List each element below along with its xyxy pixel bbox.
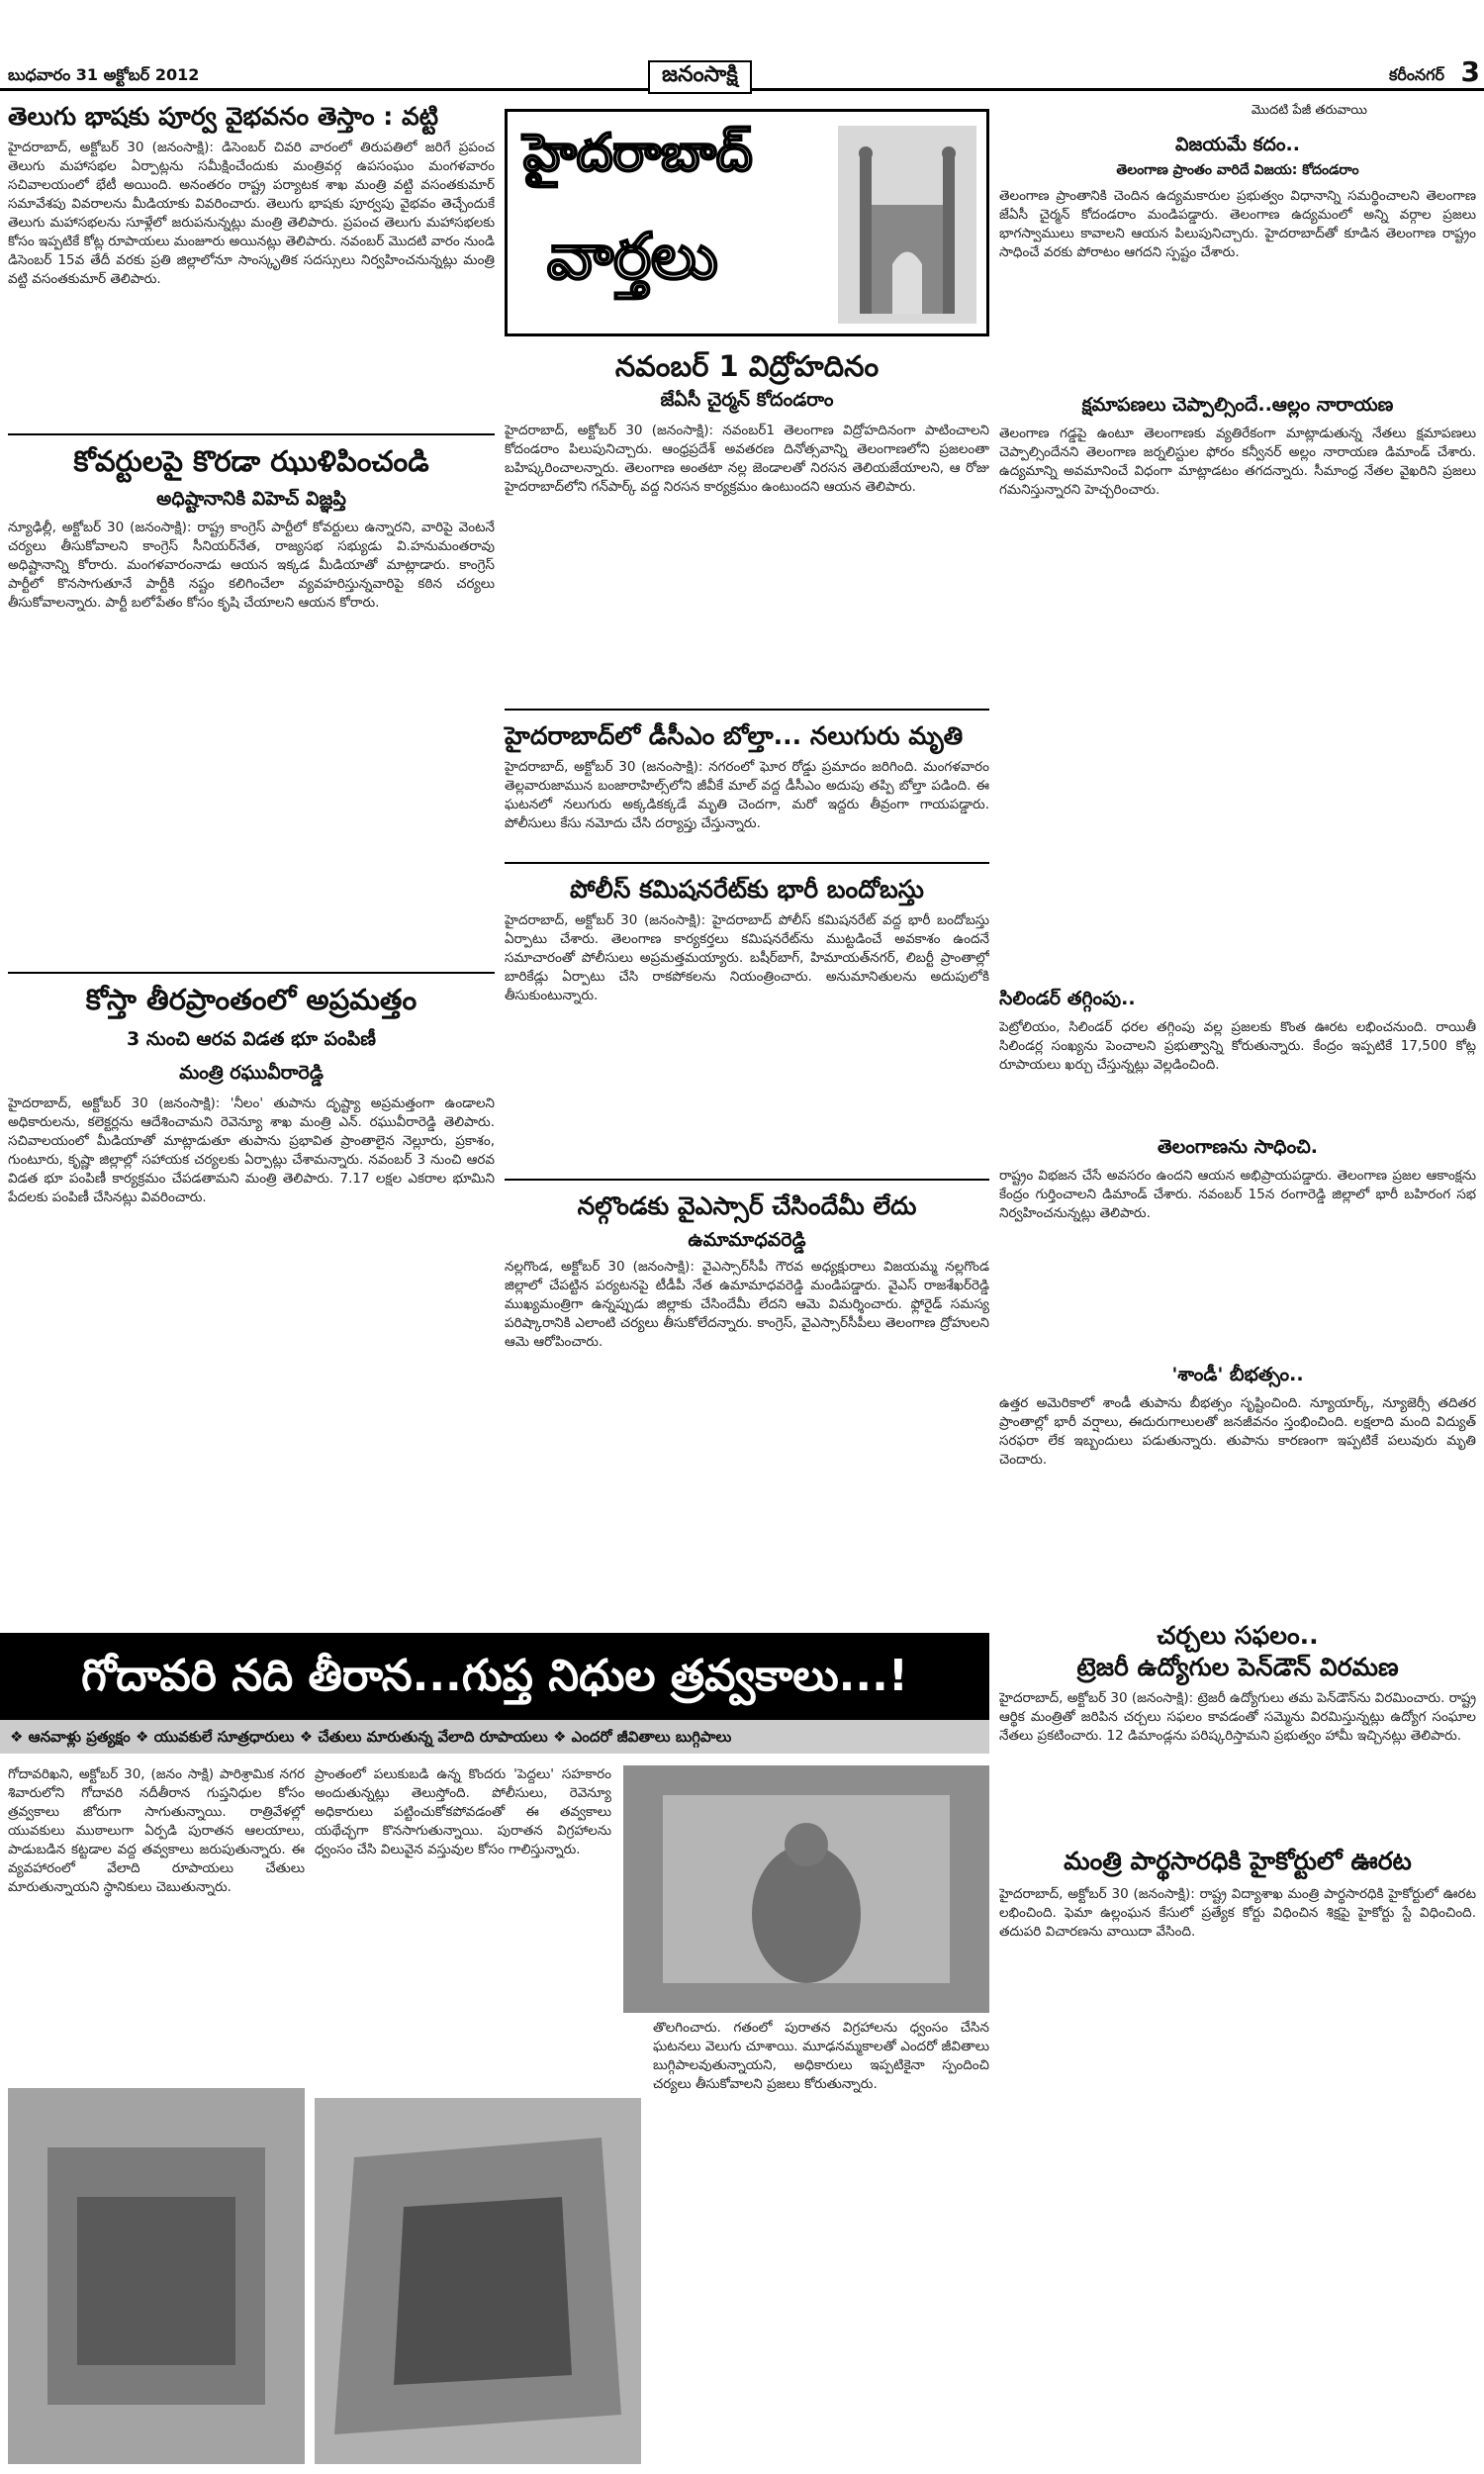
article-body: హైదరాబాద్‌, అక్టోబర్‌ 30 (జనంసాక్షి): నగరంలో ఘోర రోడ్డు ప్రమాదం జరిగింది. మంగళవారం తెల్లవారుజామున బంజారాహిల్స్‌లోని జీవీకే మాల్‌ వద్ద డీసీఎం అదుపు తప్పి బోల్తా పడింది. ఈ ఘటనలో నలుగురు అక్కడికక్కడే మృతి చెందగా, మరో ఇద్దరు తీవ్రంగా గాయపడ్డారు. పోలీసులు కేసు నమోదు చేసి దర్యాప్తు చేస్తున్నారు. xyxy=(505,759,989,831)
article-subtitle: ట్రెజరీ ఉద్యోగుల పెన్‌డౌన్‌ విరమణ xyxy=(1076,1653,1399,1681)
article-subtitle: అధిష్టానానికి విహెచ్‌ విజ్ఞప్తి xyxy=(156,488,346,510)
divider xyxy=(505,862,989,864)
article-body: రాష్ట్రం విభజన చేసే అవసరం ఉందని ఆయన అభిప్రాయపడ్డారు. తెలంగాణ ప్రజల ఆకాంక్షను కేంద్రం గుర్తించాలని డిమాండ్‌ చేశారు. నవంబర్‌ 15న రంగారెడ్డి జిల్లాలో భారీ బహిరంగ సభ నిర్వహించనున్నట్లు తెలిపారు. xyxy=(999,1168,1476,1221)
banner-point: చేతులు మారుతున్న వేలాది రూపాయలు xyxy=(318,1728,548,1746)
article-title: నవంబర్‌ 1 విద్రోహదినం xyxy=(614,349,880,383)
article-title: తెలుగు భాషకు పూర్వ వైభవనం తెస్తాం : వట్టి xyxy=(8,102,439,131)
article-title: తెలంగాణను సాధించి. xyxy=(1157,1136,1318,1158)
article-title: విజయమే కదం.. xyxy=(1175,134,1300,155)
divider xyxy=(505,1179,989,1181)
article-title: పోలీస్‌ కమిషనరేట్‌కు భారీ బందోబస్తు xyxy=(570,875,924,904)
bullet-icon: ❖ xyxy=(136,1728,154,1746)
divider xyxy=(8,972,495,974)
article-body: హైదరాబాద్‌, అక్టోబర్‌ 30 (జనంసాక్షి): నవంబర్‌1 తెలంగాణ విద్రోహదినంగా పాటించాలని కోదండరాం పిలుపునిచ్చారు. ఆంధ్రప్రదేశ్‌ అవతరణ దినోత్సవాన్ని తెలంగాణలోని ప్రజలంతా బహిష్కరించాలన్నారు. తెలంగాణ అంతటా నల్ల జెండాలతో నిరసన తెలియజేయాలని, ఆ రోజు హైదరాబాద్‌లోని గన్‌పార్క్‌ వద్ద నిరసన కార్యక్రమం ఉంటుందని ఆయన తెలిపారు. xyxy=(505,423,989,495)
article-body: పెట్రోలియం, సిలిండర్‌ ధరల తగ్గింపు వల్ల ప్రజలకు కొంత ఊరట లభించనుంది. రాయితీ సిలిండర్ల సంఖ్యను పెంచాలని ప్రభుత్వాన్ని కోరుతున్నారు. కేంద్రం ఇప్పటికే 17,500 కోట్ల రూపాయలు ఖర్చు చేస్తున్నట్లు వెల్లడించింది. xyxy=(999,1019,1476,1073)
article-body: తెలంగాణ గడ్డపై ఉంటూ తెలంగాణకు వ్యతిరేకంగా మాట్లాడుతున్న నేతలు క్షమాపణలు చెప్పాల్సిందేనని తెలంగాణ జర్నలిస్టుల ఫోరం కన్వీనర్‌ అల్లం నారాయణ డిమాండ్‌ చేశారు. ఉద్యమాన్ని అవమానించే విధంగా మాట్లాడటం తగదన్నారు. సీమాంధ్ర నేతల వైఖరిని ప్రజలు గమనిస్తున్నారని హెచ్చరించారు. xyxy=(999,426,1476,498)
article-body: హైదరాబాద్‌, అక్టోబర్‌ 30 (జనంసాక్షి): రాష్ట్ర విద్యాశాఖ మంత్రి పార్థసారధికి హైకోర్టులో ఊరట లభించింది. ఫెమా ఉల్లంఘన కేసులో ప్రత్యేక కోర్టు విధించిన శిక్షపై హైకోర్టు స్టే విధించింది. తదుపరి విచారణను వాయిదా వేసింది. xyxy=(999,1886,1476,1940)
idol-photo xyxy=(623,1765,989,2013)
excavation-pit-photo xyxy=(315,2098,641,2464)
article-body: నల్లగొండ, అక్టోబర్‌ 30 (జనంసాక్షి): వైఎస్సార్‌సీపీ గౌరవ అధ్యక్షురాలు విజయమ్మ నల్లగొండ జిల్లాలో చేపట్టిన పర్యటనపై టీడీపీ నేత ఉమామాధవరెడ్డి మండిపడ్డారు. వైఎస్‌ రాజశేఖర్‌రెడ్డి ముఖ్యమంత్రిగా ఉన్నప్పుడు జిల్లాకు చేసిందేమీ లేదని ఆమె విమర్శించారు. ఫ్లోరైడ్‌ సమస్య పరిష్కారానికి ఎలాంటి చర్యలు తీసుకోలేదన్నారు. కాంగ్రెస్‌, వైఎస్సార్‌సీపీలు తెలంగాణ ద్రోహులని ఆమె ఆరోపించారు. xyxy=(505,1259,989,1350)
continued-label: మొదటి పేజీ తరువాయి xyxy=(1251,103,1367,118)
charminar-image xyxy=(838,126,976,324)
hyderabad-news-logo xyxy=(505,109,989,336)
story-column: తొలగించారు. గతంలో పురాతన విగ్రహాలను ధ్వంసం చేసిన ఘటనలు వెలుగు చూశాయి. మూఢనమ్మకాలతో ఎందరో జీవితాలు బుగ్గిపాలవుతున్నాయని, అధికారులు ఇప్పటికైనా స్పందించి చర్యలు తీసుకోవాలని ప్రజలు కోరుతున్నారు. xyxy=(653,2020,989,2092)
banner-headline: గోదావరి నది తీరాన...గుప్త నిధుల త్రవ్వకాలు...! xyxy=(0,1633,989,1720)
issue-date: బుధవారం 31 అక్టోబర్‌ 2012 xyxy=(8,65,200,84)
masthead xyxy=(0,55,1484,91)
left-column xyxy=(8,101,495,1688)
article-title: కోస్తా తీరప్రాంతంలో అప్రమత్తం xyxy=(85,983,417,1016)
article-title: కోవర్టులపై కొరడా ఝుళిపించండి xyxy=(73,444,429,478)
page-number: 3 xyxy=(1460,55,1480,88)
article-title: సిలిండర్‌ తగ్గింపు.. xyxy=(999,988,1136,1009)
bullet-icon: ❖ xyxy=(552,1728,572,1746)
article-subtitle: జేఏసీ చైర్మన్‌ కోదండరాం xyxy=(660,389,834,411)
excavation-photo xyxy=(8,2088,305,2464)
article-subtitle: 3 నుంచి ఆరవ విడత భూ పంపిణీ xyxy=(127,1028,376,1050)
bullet-icon: ❖ xyxy=(299,1728,319,1746)
banner-point: యువకులే సూత్రధారులు xyxy=(153,1728,295,1746)
article-body: తెలంగాణ ప్రాంతానికి చెందిన ఉద్యమకారుల ప్రభుత్వం విధానాన్ని సమర్థించాలని తెలంగాణ జేఏసీ చైర్మన్‌ కోదండరాం మండిపడ్డారు. తెలంగాణ ఉద్యమంలో అన్ని వర్గాల ప్రజలు భాగస్వాములు కావాలని ఆయన పిలుపునిచ్చారు. హైదరాబాద్‌తో కూడిన తెలంగాణ రాష్ట్రం సాధించే వరకు పోరాటం ఆగదని స్పష్టం చేశారు. xyxy=(999,188,1476,260)
newspaper-name: జనంసాక్షి xyxy=(648,60,752,94)
article-body: న్యూఢిల్లీ, అక్టోబర్‌ 30 (జనంసాక్షి): రాష్ట్ర కాంగ్రెస్‌ పార్టీలో కోవర్టులు ఉన్నారని, వారిపై వెంటనే చర్యలు తీసుకోవాలని కాంగ్రెస్‌ సీనియర్‌నేత, రాజ్యసభ సభ్యుడు వి.హనుమంతరావు అధిష్టానాన్ని కోరారు. మంగళవారంనాడు ఆయన ఇక్కడ మీడియాతో మాట్లాడారు. కాంగ్రెస్‌ పార్టీలో కొనసాగుతూనే పార్టీకి నష్టం కలిగించేలా వ్యవహరిస్తున్నవారిపై కఠిన చర్యలు తీసుకోవాలన్నారు. పార్టీ బలోపేతం కోసం కృషి చేయాలని ఆయన కోరారు. xyxy=(8,520,495,611)
edition-city: కరీంనగర్‌ xyxy=(1388,65,1444,84)
center-column xyxy=(505,109,989,1654)
article-body: హైదరాబాద్‌, అక్టోబర్‌ 30 (జనంసాక్షి): హైదరాబాద్‌ పోలీస్‌ కమిషనరేట్‌ వద్ద భారీ బందోబస్తు ఏర్పాటు చేశారు. తెలంగాణ కార్యకర్తలు కమిషనరేట్‌ను ముట్టడించే అవకాశం ఉందనే సమాచారంతో పోలీసులు అప్రమత్తమయ్యారు. బషీర్‌బాగ్‌, హిమాయత్‌నగర్‌, లిబర్టీ ప్రాంతాల్లో బారికేడ్లు ఏర్పాటు చేసి రాకపోకలను నియంత్రించారు. అనుమానితులను అదుపులోకి తీసుకుంటున్నారు. xyxy=(505,912,989,1003)
banner-point: ఆనవాళ్లు ప్రత్యక్షం xyxy=(28,1728,131,1746)
article-subtitle: తెలంగాణ ప్రాంతం వారిదే విజయ: కోదండరాం xyxy=(1116,162,1359,178)
article-body: హైదరాబాద్‌, అక్టోబర్‌ 30 (జనంసాక్షి): ట్రెజరీ ఉద్యోగులు తమ పెన్‌డౌన్‌ను విరమించారు. రాష్ట్ర ఆర్థిక మంత్రితో జరిపిన చర్చలు సఫలం కావడంతో సమ్మెను విరమిస్తున్నట్లు ఉద్యోగ సంఘాల నేతలు ప్రకటించారు. 12 డిమాండ్లను పరిష్కరిస్తామని ప్రభుత్వం హామీ ఇచ్చినట్లు తెలిపారు. xyxy=(999,1690,1476,1744)
article-title: చర్చలు సఫలం.. xyxy=(1157,1621,1319,1650)
banner-point: ఎందరో జీవితాలు బుగ్గిపాలు xyxy=(571,1728,732,1746)
article-title: మంత్రి పార్థసారధికి హైకోర్టులో ఊరట xyxy=(1064,1847,1412,1875)
article-body: హైదరాబాద్‌, అక్టోబర్‌ 30 (జనంసాక్షి): 'నీలం' తుపాను దృష్ట్యా అప్రమత్తంగా ఉండాలని అధికారులను, కలెక్టర్లను ఆదేశించామని రెవెన్యూ శాఖ మంత్రి ఎన్‌. రఘువీరారెడ్డి తెలిపారు. సచివాలయంలో మీడియాతో మాట్లాడుతూ తుపాను ప్రభావిత ప్రాంతాలైన నెల్లూరు, ప్రకాశం, గుంటూరు, కృష్ణా జిల్లాల్లో సహాయక చర్యలకు ఏర్పాట్లు చేశామన్నారు. నవంబర్‌ 3 నుంచి ఆరవ విడత భూ పంపిణీ కార్యక్రమం చేపడతామని మంత్రి తెలిపారు. 7.17 లక్షల ఎకరాల భూమిని పేదలకు పంపిణీ చేసినట్లు వివరించారు. xyxy=(8,1095,495,1205)
article-subtitle: మంత్రి రఘువీరారెడ్డి xyxy=(179,1062,324,1084)
logo-line-1: హైదరాబాద్‌ xyxy=(523,124,753,183)
article-title: క్షమాపణలు చెప్పాల్సిందే..ఆల్లం నారాయణ xyxy=(1081,394,1394,416)
article-title: హైదరాబాద్‌లో డీసీఎం బోల్తా... నలుగురు మృతి xyxy=(505,721,964,750)
story-column: ప్రాంతంలో పలుకుబడి ఉన్న కొందరు 'పెద్దలు' సహకారం అందుతున్నట్లు తెలుస్తోంది. పోలీసులు, రెవెన్యూ అధికారులు పట్టించుకోకపోవడంతో ఈ తవ్వకాలు యథేచ్ఛగా కొనసాగుతున్నాయి. పురాతన విగ్రహాలను ధ్వంసం చేసి విలువైన వస్తువుల కోసం గాలిస్తున్నారు. xyxy=(315,1766,611,1857)
bullet-icon: ❖ xyxy=(10,1728,29,1746)
banner-points xyxy=(0,1720,989,1754)
divider xyxy=(505,709,989,711)
logo-line-2: వార్తలు xyxy=(547,221,718,294)
right-column xyxy=(999,103,1476,1994)
article-body: హైదరాబాద్‌, అక్టోబర్‌ 30 (జనంసాక్షి): డిసెంబర్‌ చివరి వారంలో తిరుపతిలో జరిగే ప్రపంచ తెలుగు మహాసభల ఏర్పాట్లను సమీక్షించేందుకు మంత్రివర్గ ఉపసంఘం మంగళవారం సచివాలయంలో భేటీ అయింది. అనంతరం రాష్ట్ర పర్యాటక శాఖ మంత్రి వట్టి వసంతకుమార్‌ సమావేశపు వివరాలను మీడియాకు వివరించారు. తెలుగు భాషకు పూర్వపు వైభవం తెచ్చేందుకే తెలుగు మహాసభలను సూళ్లేలో జరుపనున్నట్లు మంత్రి తెలిపారు. ప్రపంచ తెలుగు మహాసభలకు కోసం ఇప్పటికే కోట్ల రూపాయలు మంజూరు అయినట్లు తెలిపారు. నవంబర్‌ మొదటి వారం నుండి డిసెంబర్‌ 15వ తేదీ వరకు ప్రతి జిల్లాలోనూ సాంస్కృతిక సదస్సులు నిర్వహించనున్నట్లు మంత్రి వట్టి వసంతకుమార్‌ తెలిపారు. xyxy=(8,140,495,287)
article-title: 'శాండీ' బీభత్సం.. xyxy=(1171,1364,1304,1385)
story-column: గోదావరిఖని, అక్టోబర్‌ 30, (జనం సాక్షి) పారిశ్రామిక నగర శివారులోని గోదావరి నదీతీరాన గుప్తనిధుల కోసం త్రవ్వకాలు జోరుగా సాగుతున్నాయి. రాత్రివేళల్లో యువకులు ముఠాలుగా ఏర్పడి పురాతన ఆలయాలు, పాడుబడిన కట్టడాల వద్ద తవ్వకాలు జరుపుతున్నారు. ఈ వ్యవహారంలో వేలాది రూపాయలు చేతులు మారుతున్నాయని స్థానికులు చెబుతున్నారు. xyxy=(8,1766,305,1895)
article-body: ఉత్తర అమెరికాలో శాండీ తుపాను బీభత్సం సృష్టించింది. న్యూయార్క్‌, న్యూజెర్సీ తదితర ప్రాంతాల్లో భారీ వర్షాలు, ఈదురుగాలులతో జనజీవనం స్తంభించింది. లక్షలాది మంది విద్యుత్‌ సరఫరా లేక ఇబ్బందులు పడుతున్నారు. తుపాను కారణంగా ఇప్పటికే పలువురు మృతి చెందారు. xyxy=(999,1395,1476,1468)
article-title: నల్గొండకు వైఎస్సార్‌ చేసిందేమీ లేదు xyxy=(577,1191,917,1220)
article-subtitle: ఉమామాధవరెడ్డి xyxy=(688,1229,806,1251)
divider xyxy=(8,433,495,435)
